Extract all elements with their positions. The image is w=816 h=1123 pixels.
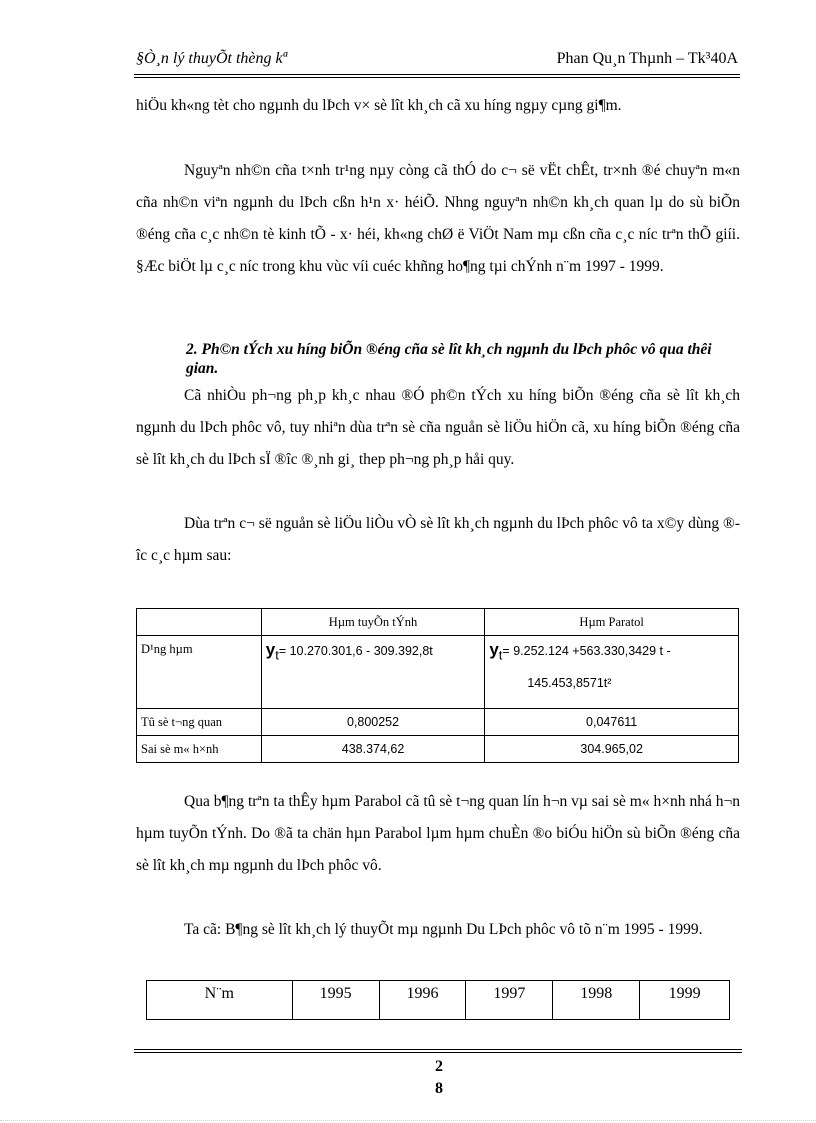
header-right: Phan Qu¸n Thµnh – Tk³40A	[556, 50, 738, 67]
table-row-form	[137, 636, 739, 709]
page-edge-dots	[0, 1120, 816, 1121]
corr-parabol: 0,047611	[485, 709, 739, 736]
parabol-formula-cell	[485, 636, 739, 709]
header-rule-2	[134, 77, 740, 78]
table-row-corr	[137, 709, 739, 736]
page-number-line-1: 2	[435, 1058, 443, 1075]
paragraph-5: Qua b¶ng trªn ta thÊy hµm Parabol cã tû sè t¬ng quan lín h¬n vµ sai sè m« h×nh nhá h¬n hµm tuyÕn tÝnh. Do ®ã ta chän hµn Parabol lµm hµm chuÈn ®o biÓu hiÖn sù biÕn ®éng cña sè lît kh¸ch mµ ngµnh du lÞch phôc vô.	[136, 793, 740, 874]
err-linear: 438.374,62	[261, 736, 485, 763]
footer-rule	[134, 1049, 742, 1050]
page-number-line-2: 8	[435, 1080, 443, 1097]
header-parabol: Hµm Paratol	[485, 609, 739, 636]
year-cell: 1997	[466, 981, 553, 1020]
linear-formula: = 10.270.301,6 - 309.392,8t	[278, 644, 433, 658]
row-label-err: Sai sè m« h×nh	[137, 736, 262, 763]
header-rule	[134, 74, 740, 75]
err-parabol: 304.965,02	[485, 736, 739, 763]
linear-formula-cell	[261, 636, 485, 709]
header-linear: Hµm tuyÕn tÝnh	[261, 609, 485, 636]
paragraph-1: hiÖu kh«ng tèt cho ngµnh du lÞch v× sè lît kh¸ch cã xu híng ngµy cµng gi¶m.	[136, 97, 622, 114]
paragraph-6: Ta cã: B¶ng sè lît kh¸ch lý thuyÕt mµ ngµnh Du LÞch phôc vô tõ n¨m 1995 - 1999.	[184, 921, 703, 938]
paragraph-4: Dùa trªn c¬ së nguån sè liÖu liÒu vÒ sè lît kh¸ch ngµnh du lÞch phôc vô ta x©y dùng ®îc c¸c hµm sau:	[136, 515, 740, 564]
yt-symbol: $y_t$	[265, 640, 279, 663]
years-label: N¨m	[147, 981, 293, 1020]
footer-rule-2	[134, 1052, 742, 1053]
year-cell: 1996	[379, 981, 466, 1020]
year-cell: 1998	[553, 981, 640, 1020]
corr-linear: 0,800252	[261, 709, 485, 736]
regression-table	[136, 608, 739, 763]
table-cell-empty	[137, 609, 262, 636]
parabol-formula: = 9.252.124 +563.330,3429 t -	[502, 644, 671, 658]
yt-symbol: $y_t$	[489, 640, 503, 663]
years-table	[146, 980, 730, 1020]
parabol-formula-cont: 145.453,8571t²	[527, 676, 612, 691]
paragraph-3: Cã nhiÒu ph¬ng ph¸p kh¸c nhau ®Ó ph©n tÝch xu híng biÕn ®éng cña sè lît kh¸ch ngµnh du lÞch phôc vô, tuy nhiªn dùa trªn sè cña nguån sè liÖu hiÖn cã, xu híng biÕn ®éng cña sè lît kh¸ch du lÞch sÏ ®îc ®¸nh gi¸ thep ph¬ng ph¸p håi quy.	[136, 387, 740, 468]
row-label-corr: Tû sè t¬ng quan	[137, 709, 262, 736]
paragraph-2: Nguyªn nh©n cña t×nh tr¹ng nµy còng cã thÓ do c¬ së vËt chÊt, tr×nh ®é chuyªn m«n cña nh©n viªn ngµnh du lÞch cßn h¹n x· héiÕ. Nhng nguyªn nh©n kh¸ch quan lµ do sù biÕn ®éng cña c¸c nh©n tè kinh tÕ - x· héi, kh«ng chØ ë ViÖt Nam mµ cßn cña c¸c níc trªn thÕ giíi. §Æc biÖt lµ c¸c níc trong khu vùc víi cuéc khñng ho¶ng tµi chÝnh n¨m 1997 - 1999.	[136, 162, 740, 275]
year-cell: 1999	[640, 981, 730, 1020]
header-left: §Ò¸n lý thuyÕt thèng kª	[136, 50, 288, 67]
table-header-row	[137, 609, 739, 636]
table-row	[147, 981, 730, 1020]
section-heading: 2. Ph©n tÝch xu híng biÕn ®éng cña sè lît kh¸ch ngµnh du lÞch phôc vô qua thêi gian.	[186, 341, 712, 377]
table-row-err	[137, 736, 739, 763]
year-cell: 1995	[292, 981, 379, 1020]
row-label-form: D¹ng hµm	[137, 636, 262, 709]
